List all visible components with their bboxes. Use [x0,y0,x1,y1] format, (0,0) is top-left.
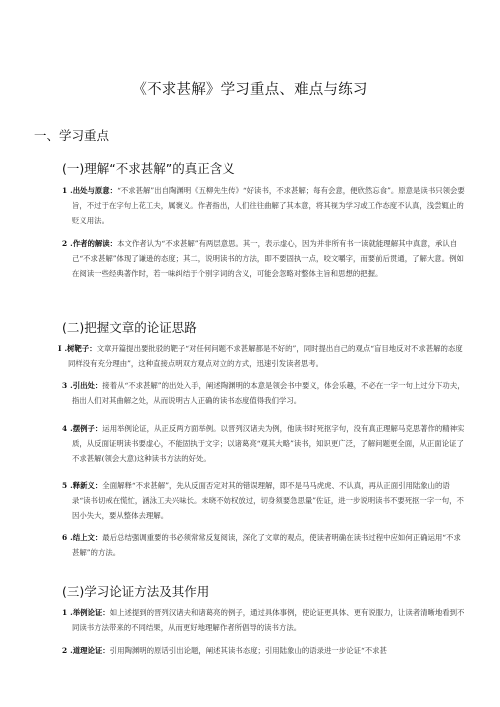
list-item [62,236,466,282]
item-text: “不求甚解”出自陶渊明《五柳先生传》“好读书，不求甚解；每有会意，便欣然忘食”。原意是读书只领会要旨，不过于在字句上花工夫，属褒义。作者指出，人们往往曲解了其本意，将其视为学习或工作态度不认真，浅尝辄止的贬义用法。 [72,186,465,226]
item-number: 4 [62,424,68,433]
list-item [62,478,466,524]
list-item [62,530,466,560]
list-item [62,605,466,635]
item-label: .释新义： [70,481,103,490]
item-label: .引出处： [70,381,103,390]
item-number: 2 [62,239,68,248]
subsection-heading-argument: (二)把握文章的论证思路 [62,320,197,335]
item-label: .结上文： [70,533,103,542]
item-text: 本文作者认为“不求甚解”有两层意思。其一，表示虚心，因为并非所有书一读就能理解其中真意，承认自己“不求甚解”体现了谦逊的态度；其二，说明读书的方法，即不要固执一点，咬文嚼字，而要前后贯通，了解大意。例如在阅读一些经典著作时，若一味纠结于个别字词的含义，可能会忽略对整体主旨和思想的把握。 [72,239,464,279]
item-label: .道理论证： [70,646,110,655]
item-label: .作者的解读： [70,239,118,248]
list-item [62,643,466,658]
subsection-heading-methods: (三)学习论证方法及其作用 [62,584,210,599]
item-text: 文章开篇提出要批驳的靶子“对任何问题不求甚解都是不好的”，同时提出自己的观点“盲目地反对不求甚解的态度同样没有充分理由”，这种直接点明双方观点对立的方式，迅速引发读者思考。 [68,344,463,369]
item-number: 5 [62,481,68,490]
item-text: 接着从“不求甚解”的出处入手，阐述陶渊明的本意是领会书中要义，体会乐趣，不必在一字一句上过分下功夫，指出人们对其曲解之处，从而说明古人正确的读书态度值得我们学习。 [72,381,465,406]
item-label: .出处与原意： [70,186,118,195]
item-number: 1 [62,186,68,195]
list-item [62,378,466,408]
item-label: .树靶子： [64,344,97,353]
list-item [62,421,466,467]
item-number: 2 [62,646,68,655]
list-item [58,341,468,371]
item-text: 最后总结强调重要的书必须常常反复阅读，深化了文章的观点，使读者明确在读书过程中应如何正确运用“不求甚解”的方法。 [72,533,461,558]
item-text: 如上述提到的晋列汉诸夫和诸葛亮的例子，通过具体事例，使论证更具体、更有说服力，让读者清晰地看到不同读书方法带来的不同结果，从而更好地理解作者所倡导的读书方法。 [72,608,465,633]
item-label: .摆例子： [70,424,103,433]
item-number: 6 [62,533,68,542]
item-number: 3 [62,381,68,390]
item-number: I [58,344,62,353]
item-number: 1 [62,608,68,617]
subsection-heading-meaning: (一)理解“不求甚解”的真正含义 [62,161,235,176]
item-label: .举例论证： [70,608,110,617]
item-text: 引用陶渊明的原话引出论题，阐述其读书态度；引用陆象山的语录进一步论证“不求甚 [109,646,387,655]
item-text: 运用举例论证，从正反两方面举例。以晋列汉诸夫为例，他读书时死抠字句，没有真正理解马克思著作的精神实质，从反面证明读书要虚心，不能固执于文字；以诸葛亮“观其大略”读书，知识更广泛，了解问题更全面，从正面论证了不求甚解(领会大意)这种读书方法的好处。 [72,424,465,464]
section-heading-key-points: 一、学习重点 [34,128,110,143]
document-title: 《不求甚解》学习重点、难点与练习 [132,82,368,98]
list-item [62,183,466,229]
item-text: 全面解释“不求甚解”，先从反面否定对其的错误理解，即不是马马虎虎、不认真，再从正面引用陆象山的语录“读书切戒在慌忙，涵泳工夫兴味长。未晓不妨权放过，切身须要急思量”佐证，进一步说明读书不要死抠一字一句，不因小失大，要从整体去理解。 [72,481,464,521]
